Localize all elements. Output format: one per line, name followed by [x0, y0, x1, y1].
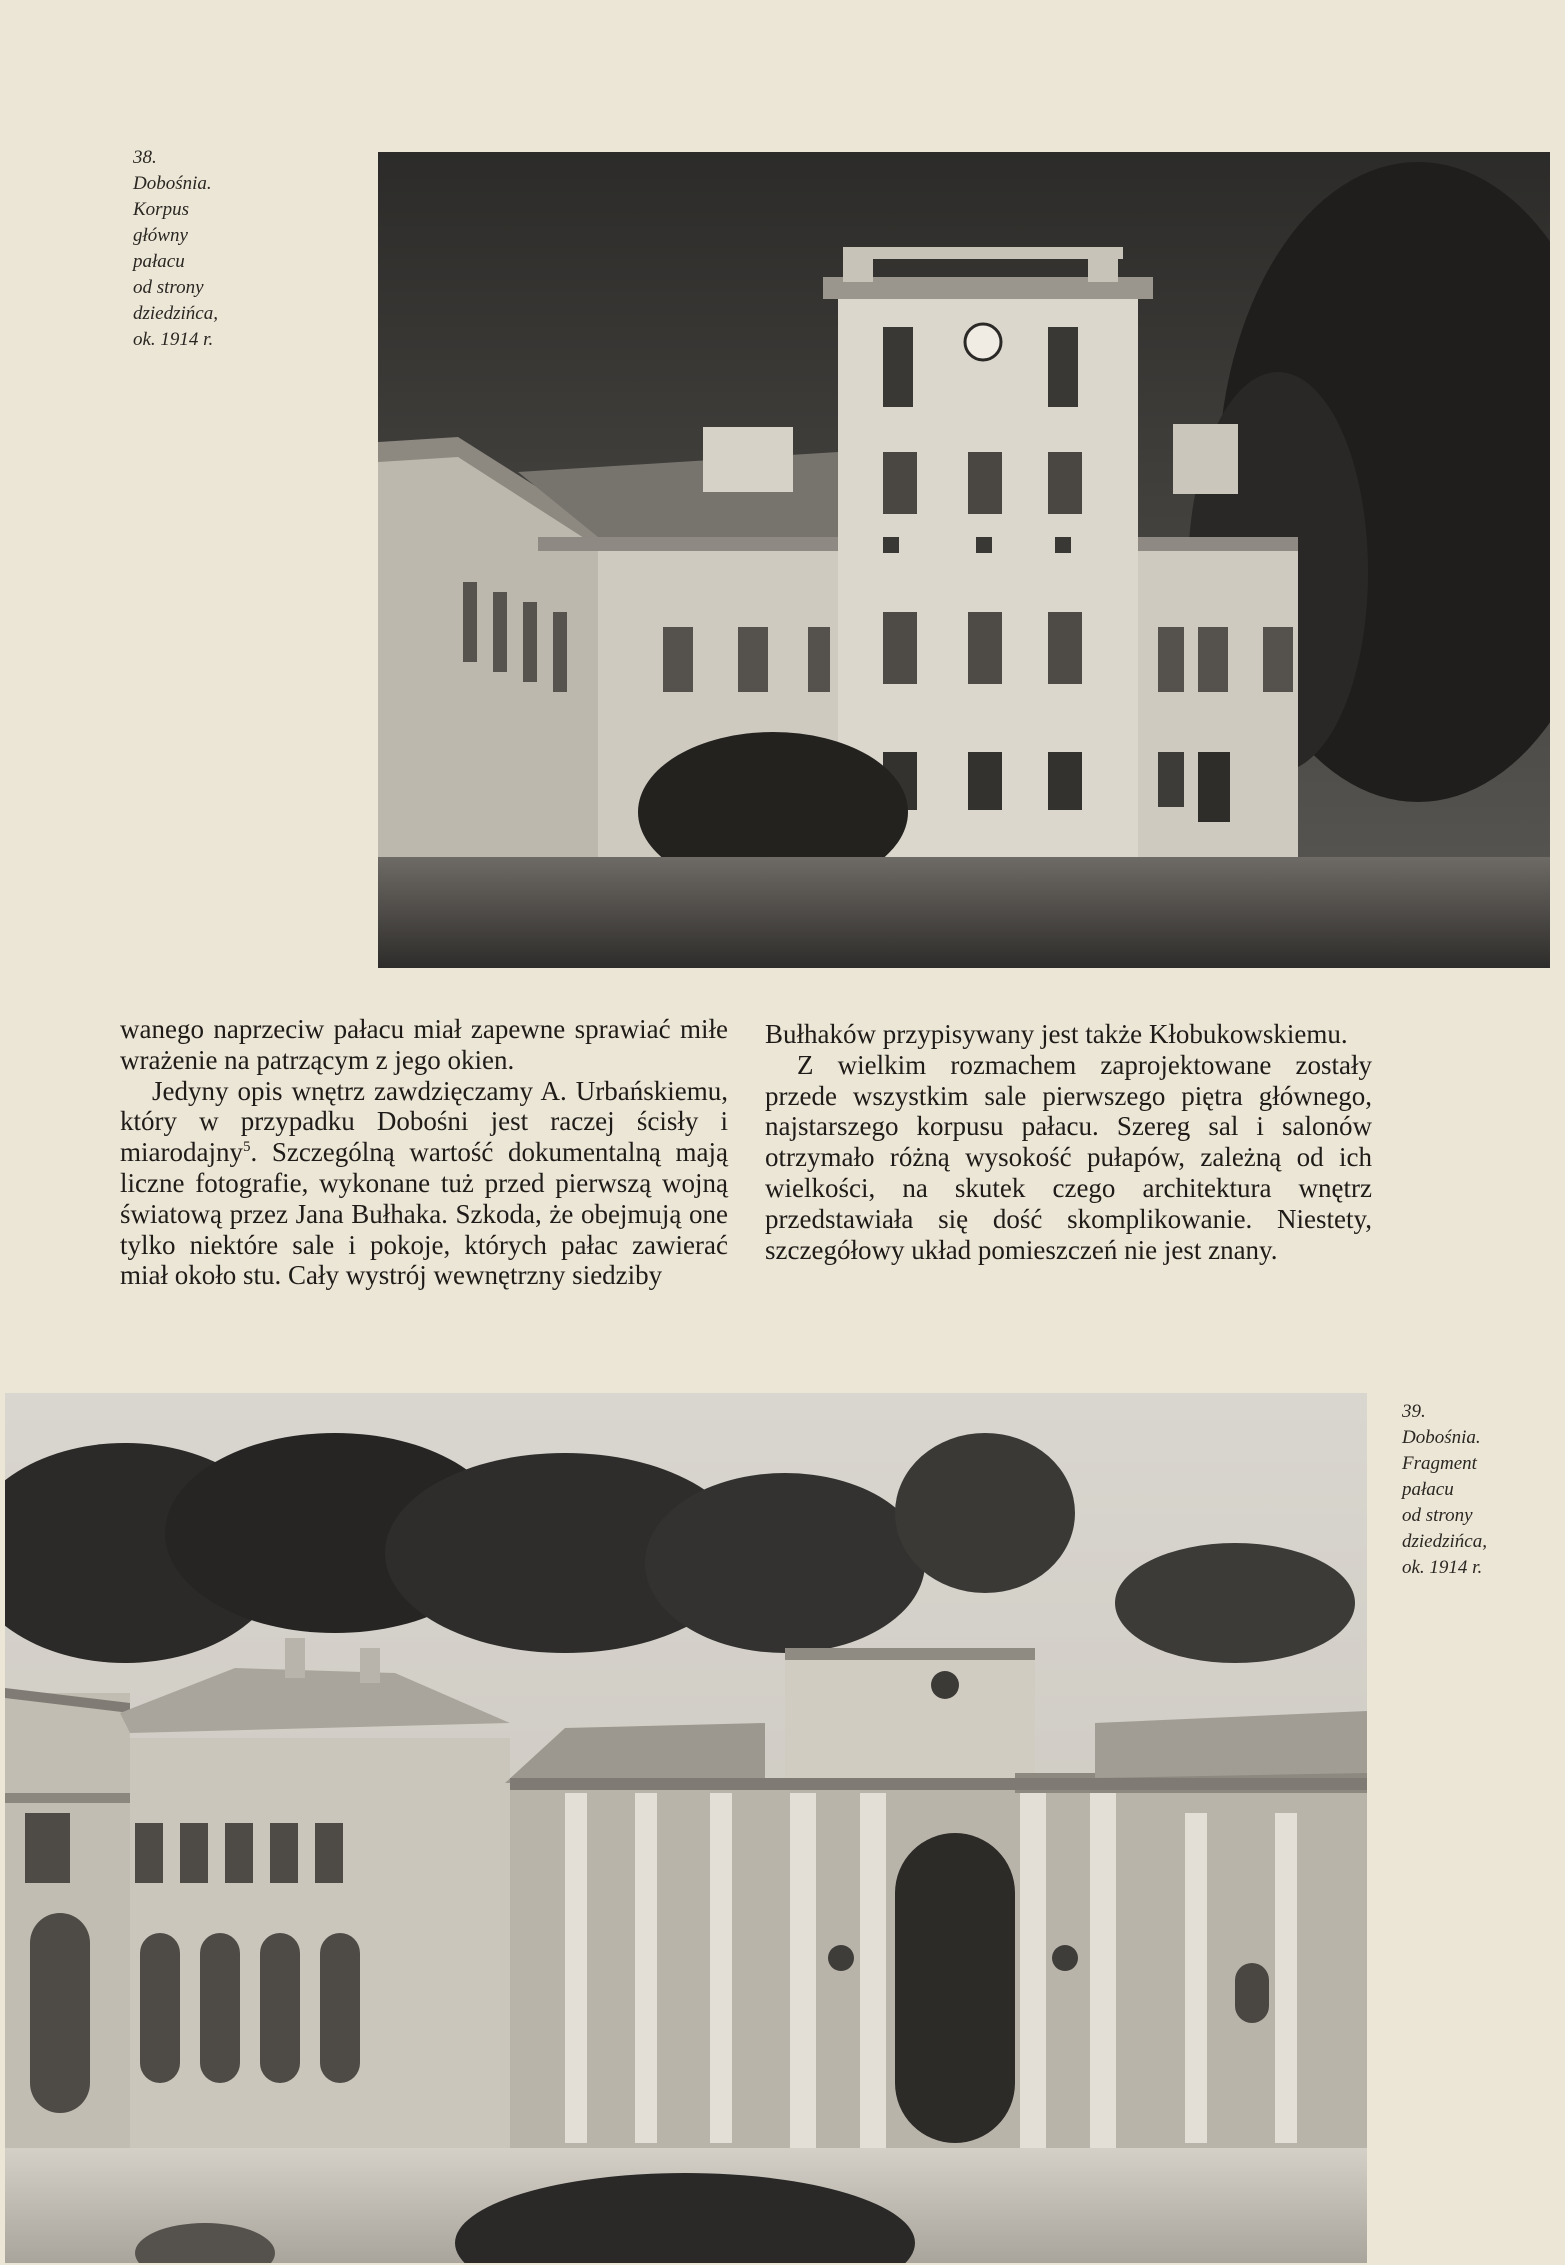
caption-line: od strony	[133, 277, 204, 298]
caption-line: 38.	[133, 147, 157, 168]
palace-tower-photo	[378, 152, 1550, 968]
caption-line: pałacu	[133, 251, 185, 272]
text-column-right	[765, 1019, 1372, 1265]
figure-38-photo	[378, 152, 1550, 968]
caption-line: 39.	[1402, 1401, 1426, 1422]
caption-line: dziedzińca,	[133, 303, 218, 324]
paragraph-text: Jedyny opis wnętrz zawdzięczamy A. Urbańskiemu, który w przypadku Dobośni jest raczej ścisły i miarodajny	[120, 1075, 728, 1168]
caption-line: Dobośnia.	[133, 173, 212, 194]
palace-courtyard-photo	[5, 1393, 1367, 2263]
figure-39-photo	[5, 1393, 1367, 2263]
text-column-left	[120, 1014, 728, 1291]
caption-line: Dobośnia.	[1402, 1427, 1481, 1448]
paragraph: wanego naprzeciw pałacu miał zapewne sprawiać miłe wrażenie na patrzącym z jego okien.	[120, 1014, 728, 1075]
figure-39-caption	[1402, 1399, 1487, 1581]
caption-line: ok. 1914 r.	[133, 329, 214, 350]
caption-line: Fragment	[1402, 1453, 1477, 1474]
caption-line: główny	[133, 225, 188, 246]
paragraph	[120, 1076, 728, 1292]
caption-line: dziedzińca,	[1402, 1531, 1487, 1552]
figure-38-caption	[133, 145, 218, 353]
caption-line: od strony	[1402, 1505, 1473, 1526]
caption-line: pałacu	[1402, 1479, 1454, 1500]
footnote-reference[interactable]: 5	[242, 1139, 251, 1156]
caption-line: Korpus	[133, 199, 189, 220]
paragraph: Bułhaków przypisywany jest także Kłobukowskiemu.	[765, 1019, 1348, 1049]
paragraph-text: . Szczególną wartość dokumentalną mają liczne fotografie, wykonane tuż przed pierwszą wojną światową przez Jana Bułhaka. Szkoda, że obejmują one tylko niektóre sale i pokoje, których pałac zawierać miał około stu. Cały wystrój wewnętrzny siedziby	[120, 1137, 728, 1291]
paragraph: Z wielkim rozmachem zaprojektowane zostały przede wszystkim sale pierwszego piętra głównego, najstarszego korpusu pałacu. Szereg sal i salonów otrzymało różną wysokość pułapów, zależną od ich wielkości, na skutek czego architektura wnętrz przedstawiała się dość skomplikowanie. Niestety, szczegółowy układ pomieszczeń nie jest znany.	[765, 1049, 1372, 1265]
caption-line: ok. 1914 r.	[1402, 1557, 1483, 1578]
